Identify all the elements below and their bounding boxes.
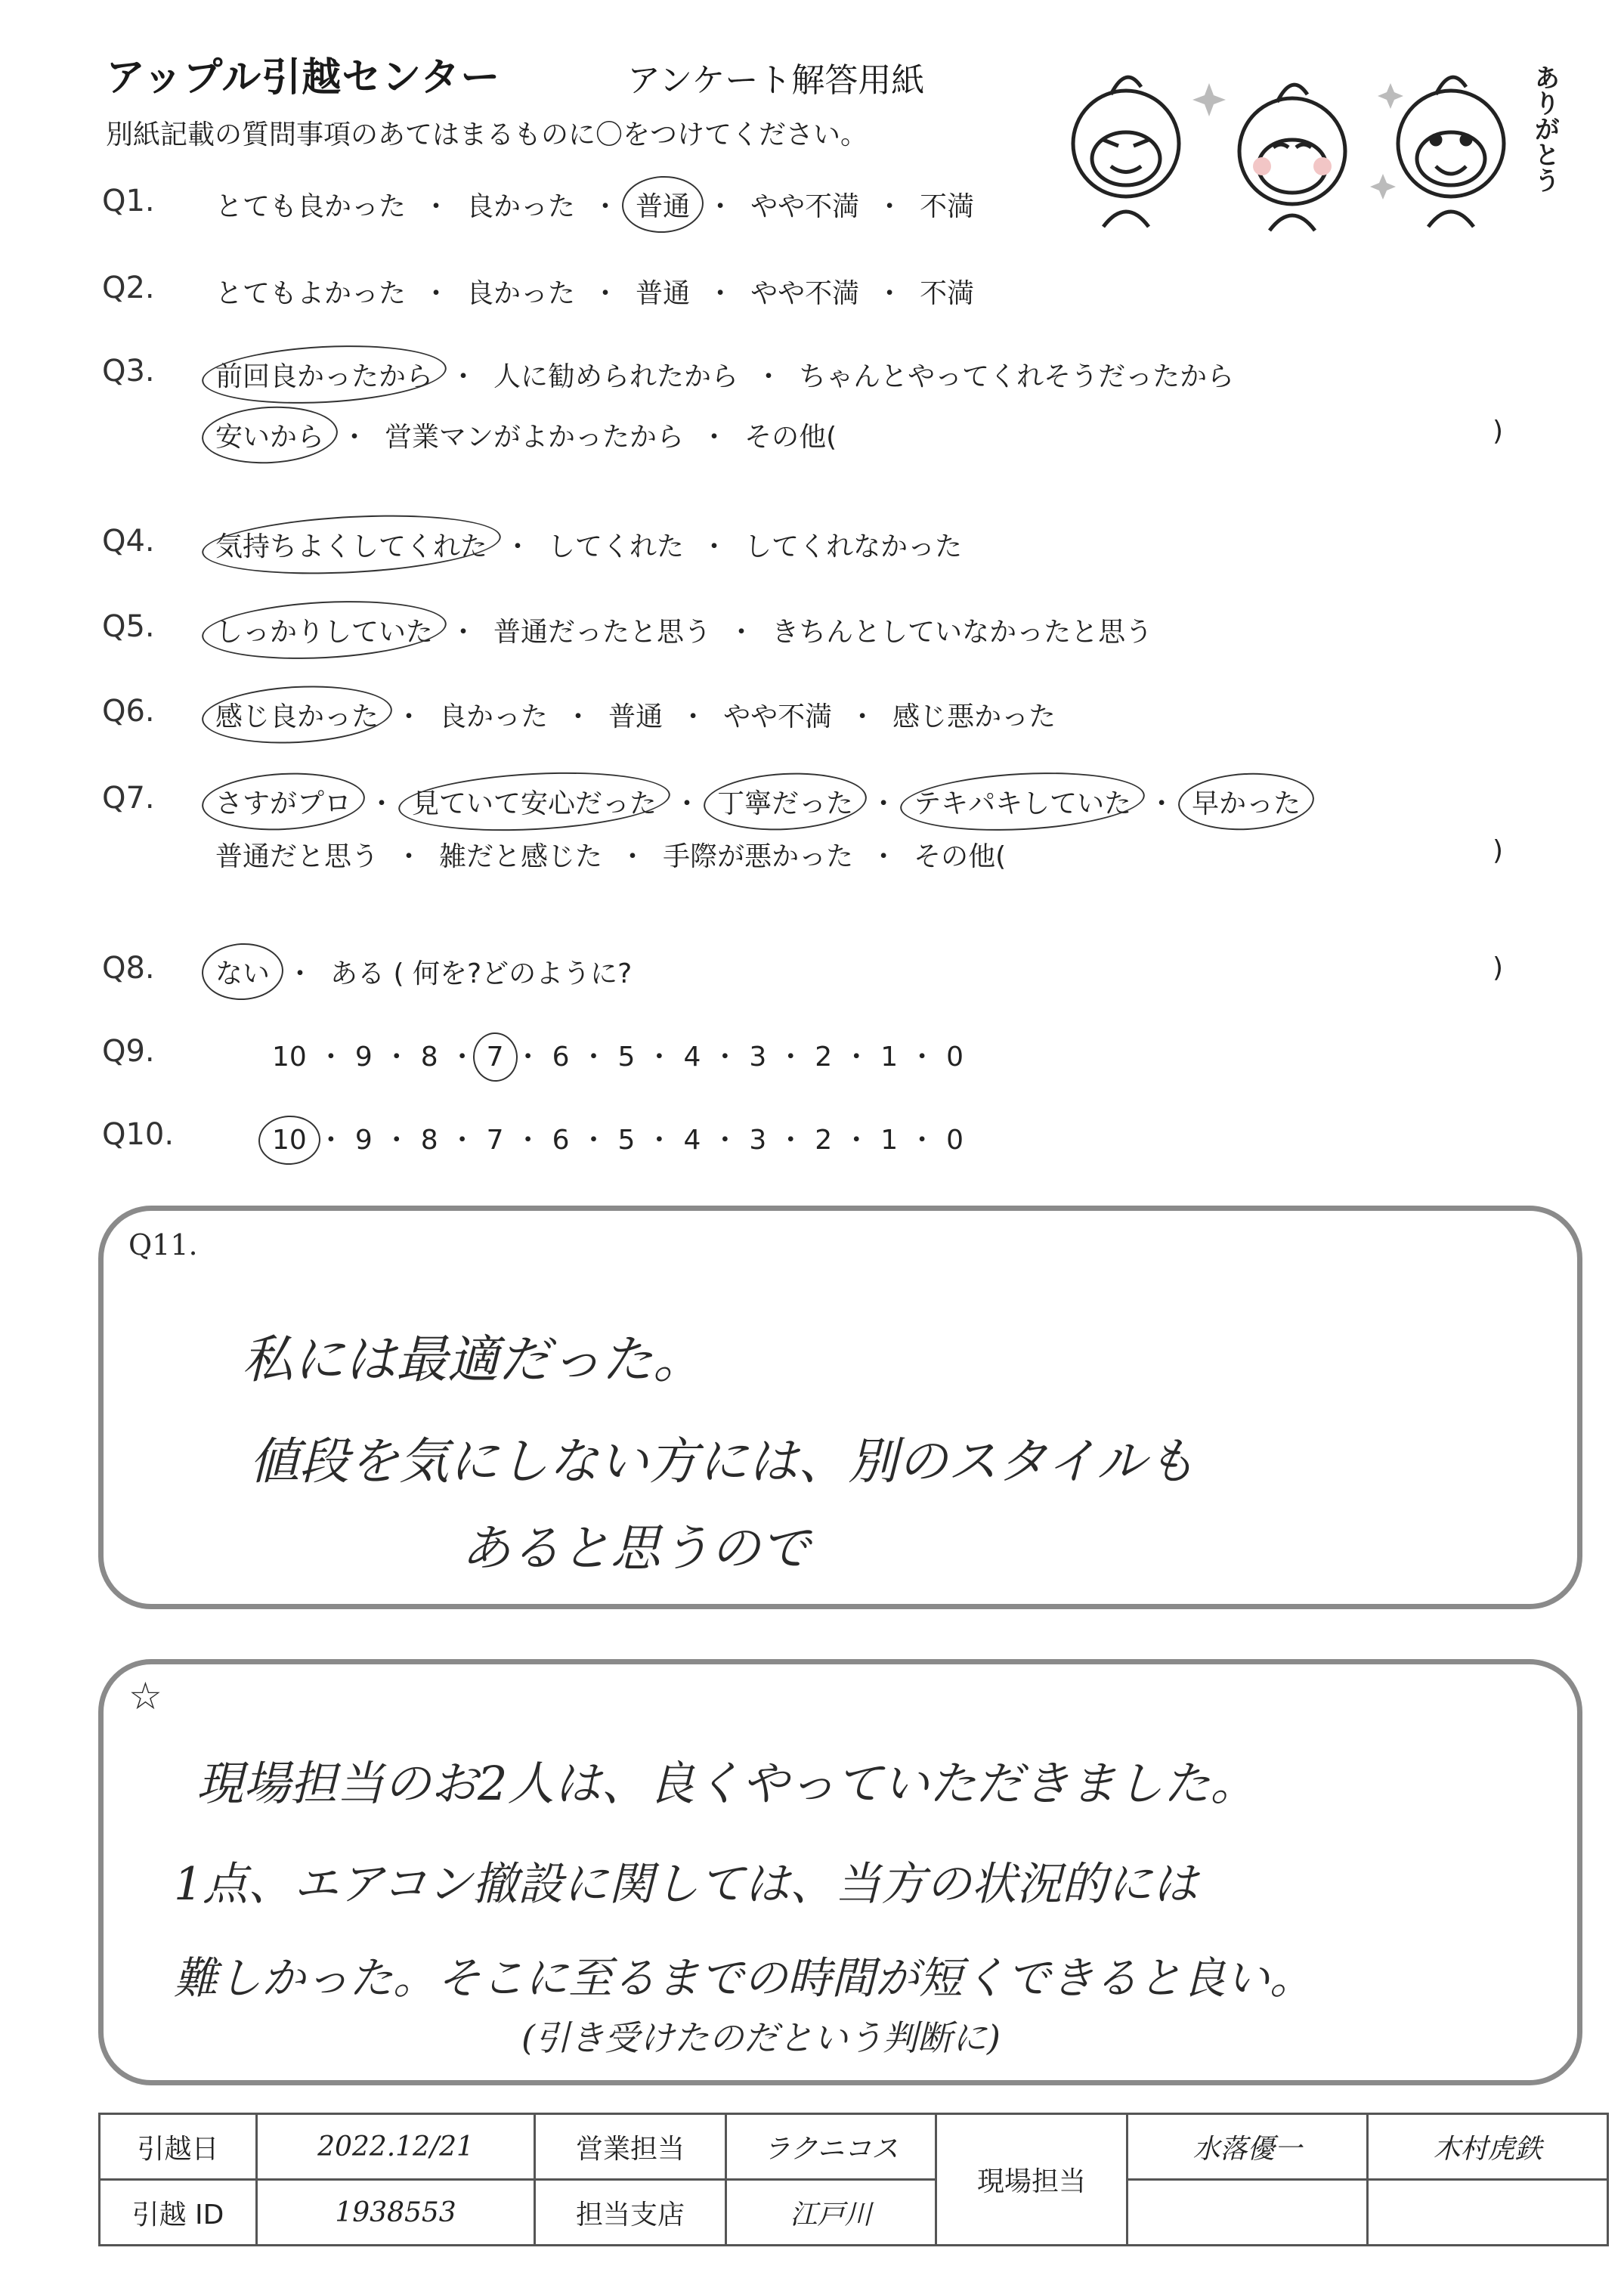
separator: ・ [619,841,647,872]
question-options [215,272,974,311]
answer-option[interactable]: 6 [552,1125,570,1156]
answer-option[interactable]: 4 [683,1125,701,1156]
move-date-label: 引越日 [100,2114,257,2180]
answer-option[interactable]: 7 [486,1125,504,1156]
separator: ・ [422,278,450,309]
q11-line-2: 値段を気にしない方には、別のスタイルも [249,1432,1196,1491]
separator: ・ [777,1125,805,1156]
separator: ・ [777,1042,805,1073]
branch-label: 担当支店 [535,2180,726,2246]
q11-line-1: 私には最適だった。 [242,1330,705,1390]
move-info-table [98,2113,1609,2246]
answer-option[interactable]: しっかりしていた [215,611,433,649]
separator: ・ [450,617,478,648]
separator: ・ [504,531,532,562]
separator: ・ [592,191,620,222]
answer-option[interactable]: 0 [946,1042,964,1073]
separator: ・ [422,191,450,222]
answer-option[interactable]: 人に勧められたから [493,361,739,392]
answer-option[interactable]: 手際が悪かった [663,841,854,872]
answer-option[interactable]: 営業マンがよかったから [385,422,685,453]
separator: ・ [755,361,783,392]
answer-option[interactable]: 早かった [1192,782,1301,821]
answer-option[interactable]: 0 [946,1125,964,1156]
answer-option[interactable]: 3 [749,1042,767,1073]
separator: ・ [514,1125,542,1156]
answer-option[interactable]: 5 [617,1125,636,1156]
answer-option[interactable]: 感じ良かった [215,695,379,734]
question-options [215,416,837,454]
answer-option[interactable]: 4 [683,1042,701,1073]
answer-option[interactable]: 良かった [439,701,549,732]
answer-option[interactable]: 3 [749,1125,767,1156]
separator: ・ [448,1042,476,1073]
question-options [215,355,1234,394]
separator: ・ [580,1125,608,1156]
question-label: Q5. [102,609,155,644]
form-title: アップル引越センター [106,55,501,101]
answer-option[interactable]: 感じ悪かった [892,701,1056,732]
answer-option[interactable]: 2 [815,1125,833,1156]
move-date-value: 2022.12/21 [257,2114,535,2180]
answer-option[interactable]: 普通だと思う [215,841,379,872]
question-label: Q2. [102,271,155,305]
separator: ・ [870,841,898,872]
answer-option[interactable]: 不満 [920,278,975,309]
sales-value: ラクニコス [726,2114,936,2180]
site-staff-2: 木村虎鉄 [1368,2114,1608,2180]
q11-comment-box [98,1206,1582,1609]
site-staff-1: 水落優一 [1128,2114,1368,2180]
separator: ・ [395,701,423,732]
star-line-2: 1点、エアコン撤設に関しては、当方の状況的には [174,1858,1199,1911]
separator: ・ [592,278,620,309]
answer-option[interactable]: やや不満 [723,701,833,732]
answer-option[interactable]: 1 [880,1042,899,1073]
monkey-icon [1073,77,1179,227]
answer-option[interactable]: してくれなかった [744,531,963,562]
answer-option[interactable]: 見ていて安心だった [412,782,657,821]
answer-option[interactable]: 気持ちよくしてくれた [215,525,487,564]
answer-option[interactable]: 8 [420,1125,438,1156]
empty-cell [1128,2180,1368,2246]
answer-option[interactable]: 10 [272,1125,307,1156]
answer-option[interactable]: 9 [354,1125,373,1156]
answer-option[interactable]: 良かった [466,278,576,309]
question-label: Q3. [102,354,155,389]
separator: ・ [908,1125,936,1156]
separator: ・ [645,1125,673,1156]
separator: ・ [286,958,314,989]
answer-option[interactable]: 普通 [636,278,691,309]
sales-label: 営業担当 [535,2114,726,2180]
answer-option[interactable]: 普通 [608,701,664,732]
move-id-value: 1938553 [257,2180,535,2246]
separator: ・ [843,1125,871,1156]
separator: ・ [679,701,707,732]
answer-option[interactable]: 6 [552,1042,570,1073]
separator: ・ [645,1042,673,1073]
answer-option[interactable]: 雑だと感じた [439,841,603,872]
separator: ・ [514,1042,542,1073]
answer-option[interactable]: 不満 [920,191,975,222]
question-label: Q8. [102,951,155,986]
question-options [215,185,974,224]
separator: ・ [711,1125,739,1156]
answer-option[interactable]: その他( [914,841,1007,872]
site-staff-label: 現場担当 [936,2114,1128,2246]
answer-option[interactable]: やや不満 [750,191,860,222]
answer-option[interactable]: 2 [815,1042,833,1073]
separator: ・ [870,788,898,819]
question-options [215,525,962,564]
answer-option[interactable]: その他( [744,422,837,453]
question-options [215,782,1301,821]
q11-label: Q11. [128,1228,198,1262]
answer-option[interactable]: とても良かった [215,191,407,222]
question-options [215,952,632,991]
question-label: Q1. [102,184,155,218]
question-options [272,1119,964,1157]
separator: ・ [1148,788,1176,819]
answer-option[interactable]: 良かった [466,191,576,222]
separator: ・ [580,1042,608,1073]
separator: ・ [707,191,735,222]
separator: ・ [701,422,728,453]
move-id-label: 引越 ID [100,2180,257,2246]
answer-option[interactable]: きちんとしていなかったと思う [772,617,1153,648]
separator: ・ [843,1042,871,1073]
separator: ・ [317,1042,345,1073]
answer-option[interactable]: 前回良かったから [215,355,433,394]
answer-option[interactable]: 7 [486,1042,504,1073]
separator: ・ [701,531,728,562]
q11-line-3: あると思うので [461,1519,810,1577]
separator: ・ [876,278,904,309]
closing-paren: ) [1493,952,1504,983]
separator: ・ [450,361,478,392]
separator: ・ [382,1125,410,1156]
empty-cell [1368,2180,1608,2246]
separator: ・ [382,1042,410,1073]
star-label: ☆ [128,1674,162,1718]
answer-option[interactable]: 普通だったと思う [493,617,712,648]
separator: ・ [711,1042,739,1073]
question-options [215,835,1006,874]
answer-option[interactable]: とてもよかった [215,278,407,309]
answer-option[interactable]: 丁寧だった [717,782,853,821]
question-label: Q6. [102,694,155,729]
separator: ・ [707,278,735,309]
answer-option[interactable]: 9 [354,1042,373,1073]
question-options [215,695,1056,734]
separator: ・ [565,701,592,732]
separator: ・ [876,191,904,222]
separator: ・ [368,788,396,819]
answer-option[interactable]: ちゃんとやってくれそうだったから [799,361,1235,392]
answer-option[interactable]: ない [215,952,270,991]
separator: ・ [908,1042,936,1073]
monkey-icon [1398,77,1504,227]
separator: ・ [728,617,756,648]
separator: ・ [395,841,423,872]
question-label: Q7. [102,781,155,816]
monkey-mascots-illustration [1058,53,1587,249]
closing-paren: ) [1493,416,1504,447]
monkey-icon [1239,85,1345,231]
question-label: Q10. [102,1117,175,1152]
closing-paren: ) [1493,835,1504,866]
answer-option[interactable]: 10 [272,1042,307,1073]
question-options [215,611,1152,649]
question-label: Q9. [102,1034,155,1069]
separator: ・ [317,1125,345,1156]
answer-option[interactable]: 普通 [636,185,690,224]
star-line-1: 現場担当のお2人は、良くやっていただきました。 [196,1756,1257,1811]
answer-option[interactable]: やや不満 [750,278,860,309]
form-subtitle: アンケート解答用紙 [627,61,925,100]
star-line-3: 難しかった。そこに至るまでの時間が短くできると良い。 [174,1952,1314,2004]
mascot-thanks-text: ありがとう [1530,64,1560,193]
branch-value: 江戸川 [726,2180,936,2246]
answer-option[interactable]: 8 [420,1042,438,1073]
instruction-text: 別紙記載の質問事項のあてはまるものに〇をつけてください。 [106,119,868,150]
answer-option[interactable]: 5 [617,1042,636,1073]
star-line-4: (引き受けたのだという判断に) [521,2017,1001,2058]
separator: ・ [341,422,369,453]
answer-option[interactable]: ある ( 何を?どのように? [330,958,633,989]
question-options [272,1036,964,1074]
separator: ・ [849,701,877,732]
separator: ・ [673,788,701,819]
answer-option[interactable]: 安いから [215,416,324,454]
answer-option[interactable]: さすがプロ [215,782,351,821]
separator: ・ [448,1125,476,1156]
answer-option[interactable]: 1 [880,1125,899,1156]
answer-option[interactable]: してくれた [548,531,685,562]
answer-option[interactable]: テキパキしていた [914,782,1131,821]
question-label: Q4. [102,524,155,559]
